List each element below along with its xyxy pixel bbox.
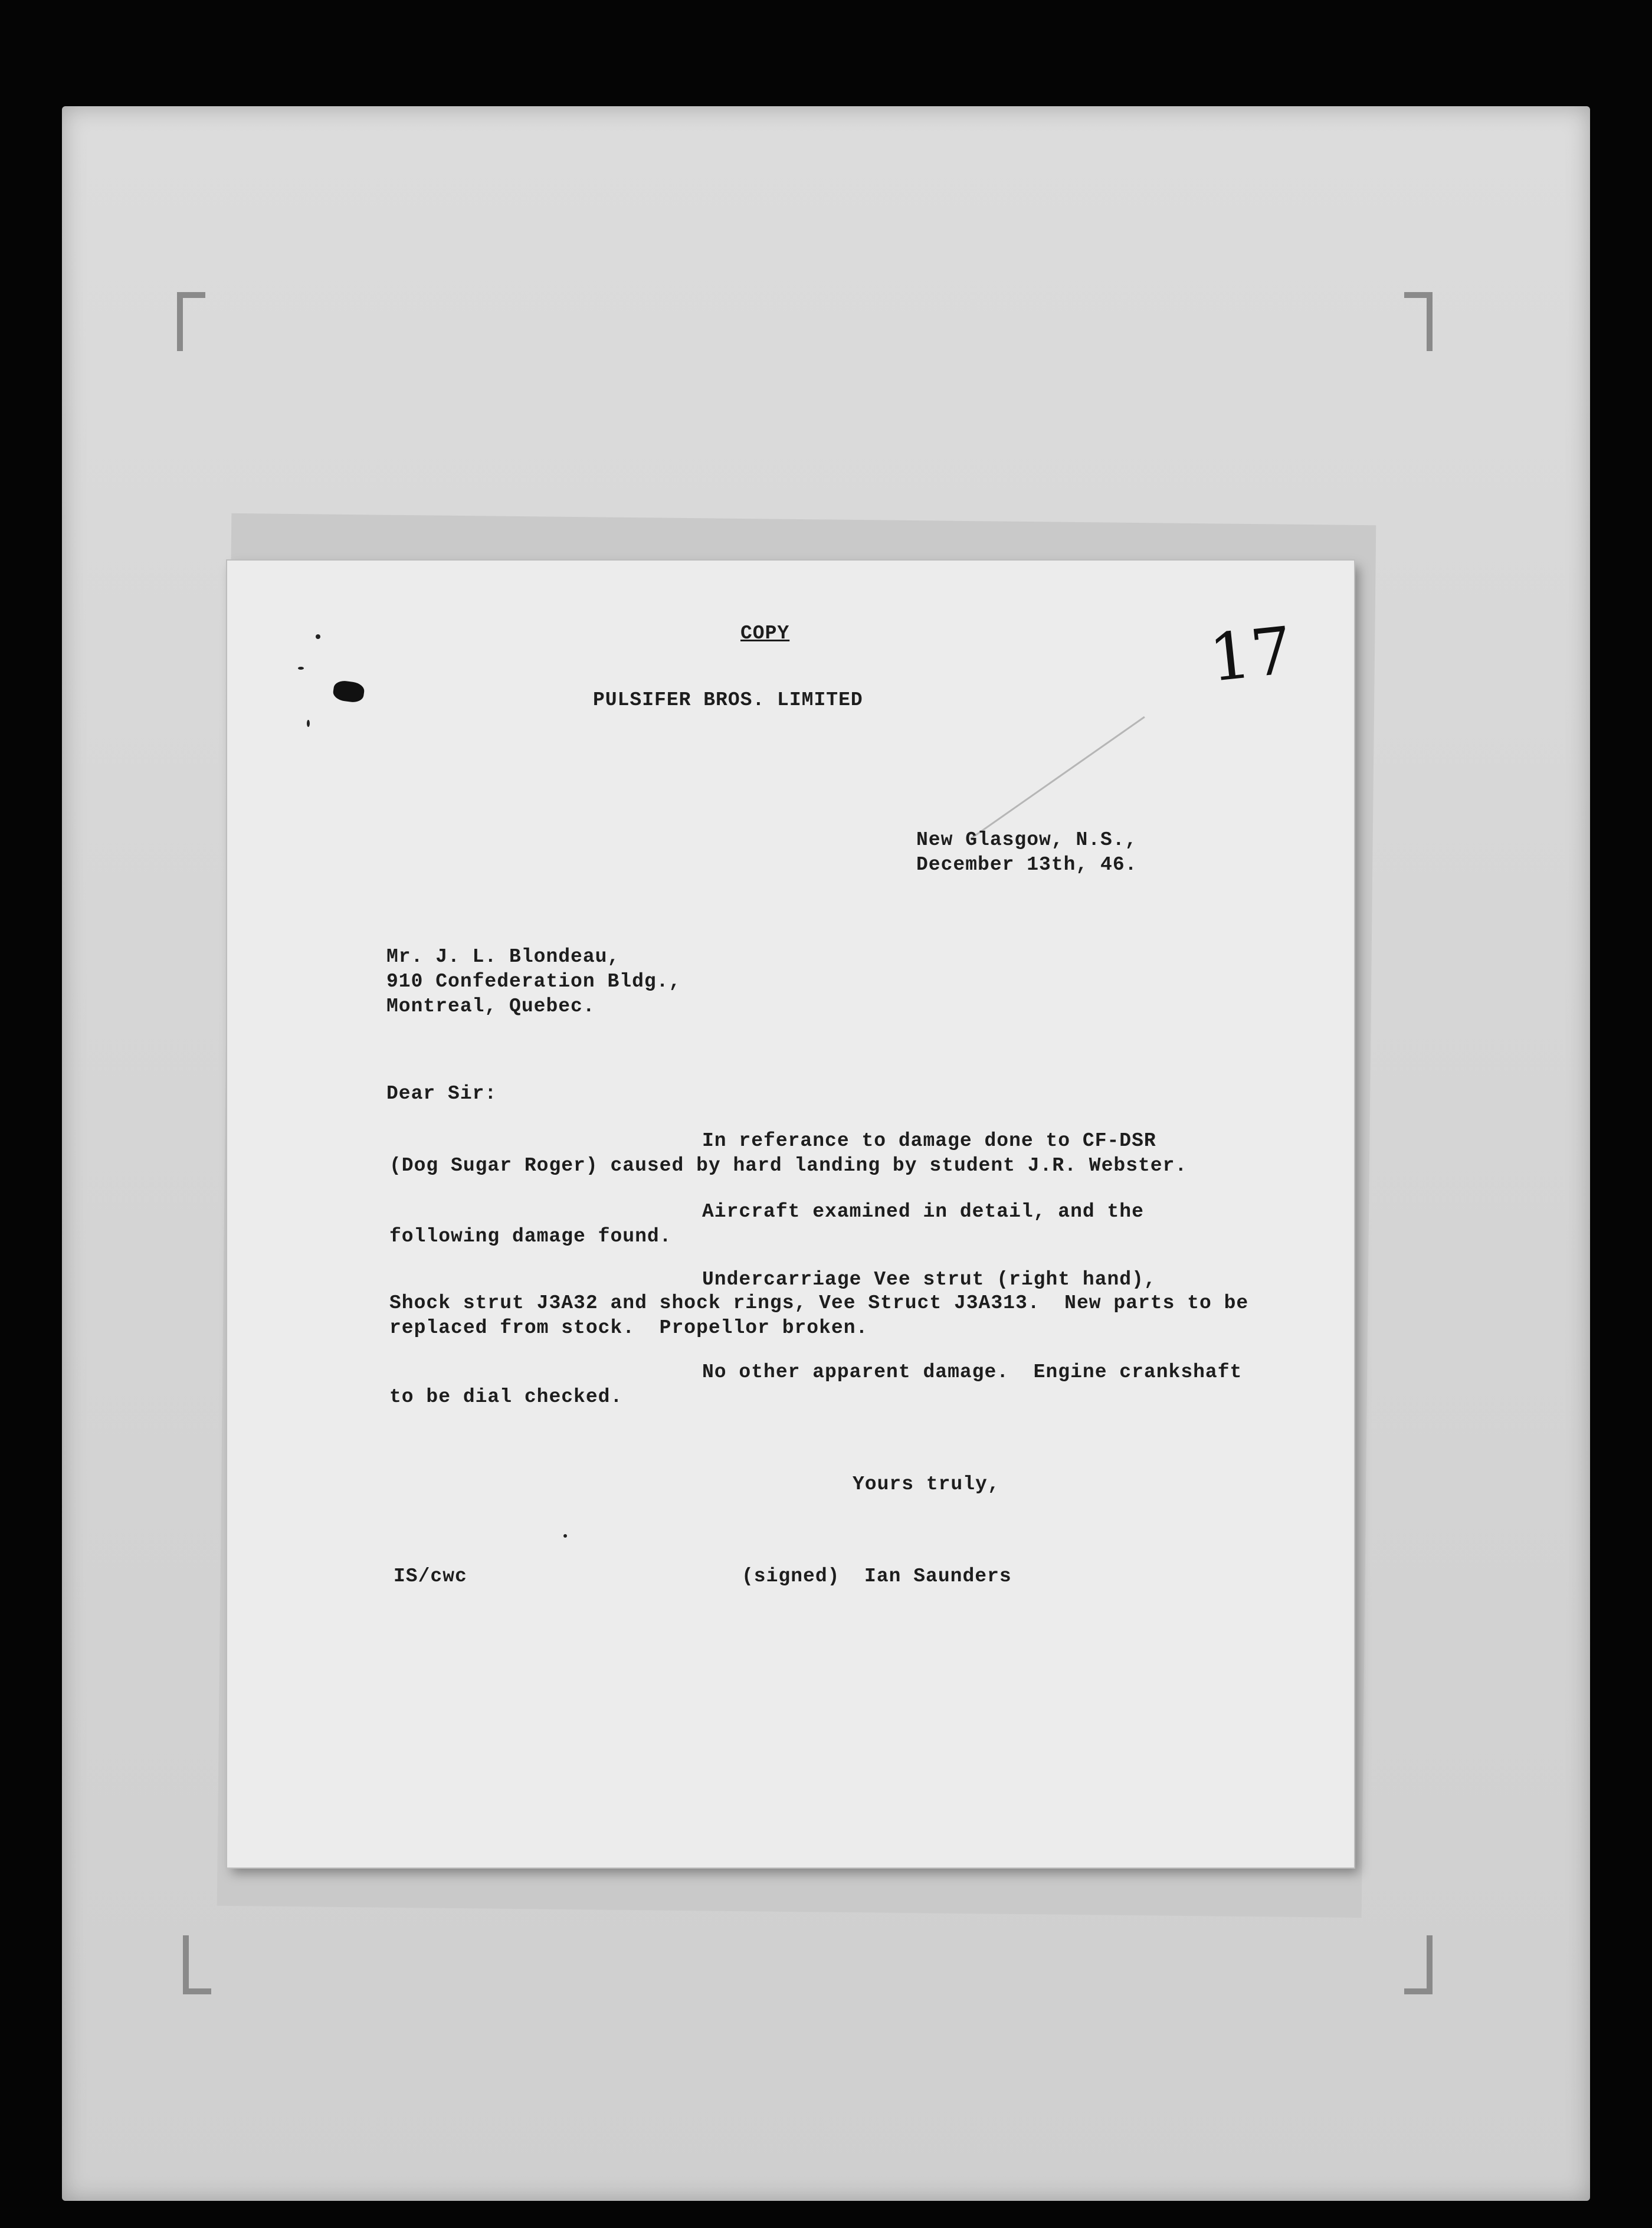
date-line: New Glasgow, N.S., <box>916 829 1138 851</box>
handwritten-page-number: 17 <box>1205 612 1296 696</box>
body-line: Aircraft examined in detail, and the <box>702 1201 1144 1223</box>
scratch-mark <box>970 716 1145 840</box>
body-line: Undercarriage Vee strut (right hand), <box>702 1269 1156 1290</box>
letter-page <box>227 561 1354 1867</box>
ink-speck <box>316 634 320 639</box>
date-line: December 13th, 46. <box>916 854 1138 876</box>
recipient-line: Montreal, Quebec. <box>386 995 595 1017</box>
ink-speck <box>307 720 310 727</box>
body-line: to be dial checked. <box>389 1386 623 1408</box>
closing: Yours truly, <box>853 1473 1000 1495</box>
registration-mark-bottom-right <box>1404 1935 1433 1994</box>
ink-speck <box>298 667 304 670</box>
registration-mark-top-left <box>177 292 205 351</box>
company-name: PULSIFER BROS. LIMITED <box>593 689 863 711</box>
body-line: Shock strut J3A32 and shock rings, Vee Struct J3A313. New parts to be <box>389 1292 1249 1314</box>
reference-initials: IS/cwc <box>394 1565 467 1587</box>
recipient-line: 910 Confederation Bldg., <box>386 971 681 992</box>
body-line: (Dog Sugar Roger) caused by hard landing by student J.R. Webster. <box>389 1155 1188 1177</box>
ink-blot <box>332 680 365 704</box>
ink-speck <box>563 1534 567 1538</box>
body-line: following damage found. <box>389 1226 672 1247</box>
body-line: replaced from stock. Propellor broken. <box>389 1317 868 1339</box>
body-line: In referance to damage done to CF-DSR <box>702 1130 1156 1152</box>
registration-mark-top-right <box>1404 292 1433 351</box>
salutation: Dear Sir: <box>386 1083 497 1105</box>
copy-heading: COPY <box>740 622 790 644</box>
signature-line: (signed) Ian Saunders <box>742 1565 1012 1587</box>
recipient-line: Mr. J. L. Blondeau, <box>386 946 620 968</box>
registration-mark-bottom-left <box>183 1935 211 1994</box>
body-line: No other apparent damage. Engine crankshaft <box>702 1361 1243 1383</box>
